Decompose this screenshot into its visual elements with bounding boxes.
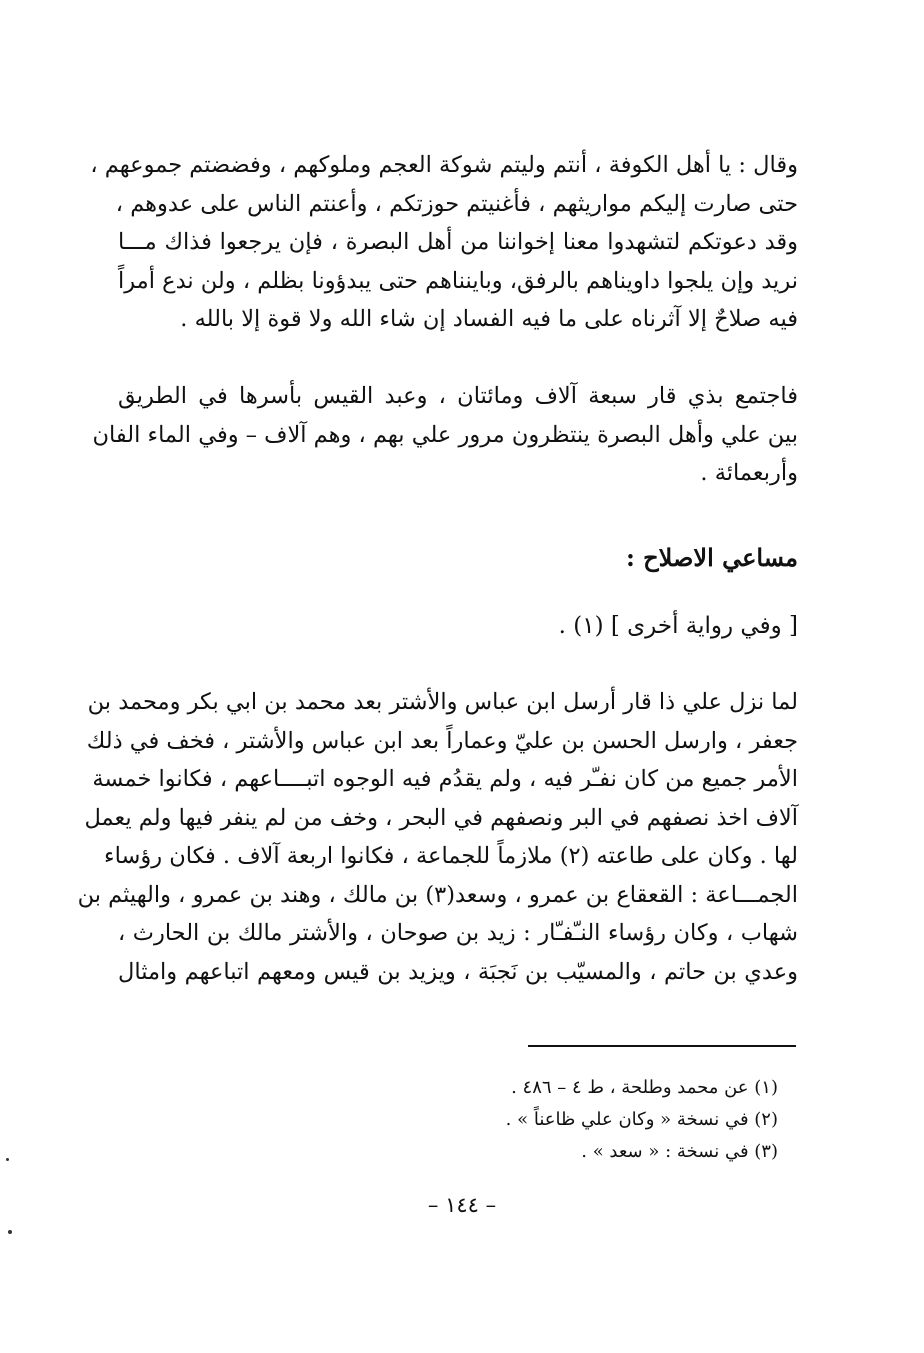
footnote-2: (٢) في نسخة « وكان علي ظاعناً » . [505, 1109, 778, 1130]
footnote-3: (٣) في نسخة : « سعد » . [581, 1141, 778, 1162]
page-number: – ١٤٤ – [427, 1193, 497, 1217]
footnote-1: (١) عن محمد وطلحة ، ط ٤ – ٤٨٦ . [511, 1077, 778, 1098]
paragraph-speech [90, 146, 798, 339]
text-line: جعفر ، وارسل الحسن بن عليّ وعماراً بعد ابن عباس والأشتر ، فخف في ذلك [86, 727, 798, 754]
text-line: وقد دعوتكم لتشهدوا معنا إخواننا من أهل البصرة ، فإن يرجعوا فذاك مـــا [118, 229, 798, 255]
text-line: حتى صارت إليكم مواريثهم ، فأغنيتم حوزتكم ، وأعنتم الناس على عدوهم ، [115, 190, 798, 217]
section-subheading: [ وفي رواية أخرى ] (١) . [558, 613, 798, 639]
paragraph-gathering [92, 377, 798, 493]
text-line: فيه صلاحٌ إلا آثرناه على ما فيه الفساد إن شاء الله ولا قوة إلا بالله . [180, 306, 798, 332]
text-line: لها . وكان على طاعته (٢) ملازماً للجماعة ، فكانوا اربعة آلاف . فكان رؤساء [104, 843, 798, 869]
text-line: شهاب ، وكان رؤساء النـّفـّار : زيد بن صوحان ، والأشتر مالك بن الحارث ، [118, 920, 798, 946]
text-line: بين علي وأهل البصرة ينتظرون مرور علي بهم ، وهم آلاف – وفي الماء الفان [92, 421, 798, 448]
text-line: نريد وإن يلجوا داويناهم بالرفق، وباينناهم حتى يبدؤونا بظلم ، ولن ندع أمراً [118, 267, 798, 294]
text-line: وأربعمائة . [700, 460, 798, 486]
paragraph-narration [77, 683, 798, 991]
footnote-divider [528, 1045, 796, 1047]
scan-speck [8, 1230, 12, 1234]
text-line: آلاف اخذ نصفهم في البر ونصفهم في البحر ، وخف من لم ينفر فيها ولم يعمل [84, 804, 798, 831]
text-line: وقال : يا أهل الكوفة ، أنتم وليتم شوكة العجم وملوكهم ، وفضضتم جموعهم ، [90, 152, 798, 178]
text-line: لما نزل علي ذا قار أرسل ابن عباس والأشتر بعد محمد بن ابي بكر ومحمد بن [87, 689, 798, 715]
scan-speck [6, 1158, 9, 1161]
text-line: فاجتمع بذي قار سبعة آلاف ومائتان ، وعبد القيس بأسرها في الطريق [118, 383, 798, 409]
text-line: وعدي بن حاتم ، والمسيّب بن نَجبَة ، ويزيد بن قيس ومعهم اتباعهم وامثال [118, 958, 798, 985]
text-line: الجمـــاعة : القعقاع بن عمرو ، وسعد(٣) بن مالك ، وهند بن عمرو ، والهيثم بن [77, 881, 798, 908]
text-line: الأمر جميع من كان نفـّر فيه ، ولم يقدُم فيه الوجوه اتبــــاعهم ، فكانوا خمسة [92, 766, 798, 792]
section-heading: مساعي الاصلاح : [625, 543, 798, 572]
footnotes [378, 1072, 778, 1168]
